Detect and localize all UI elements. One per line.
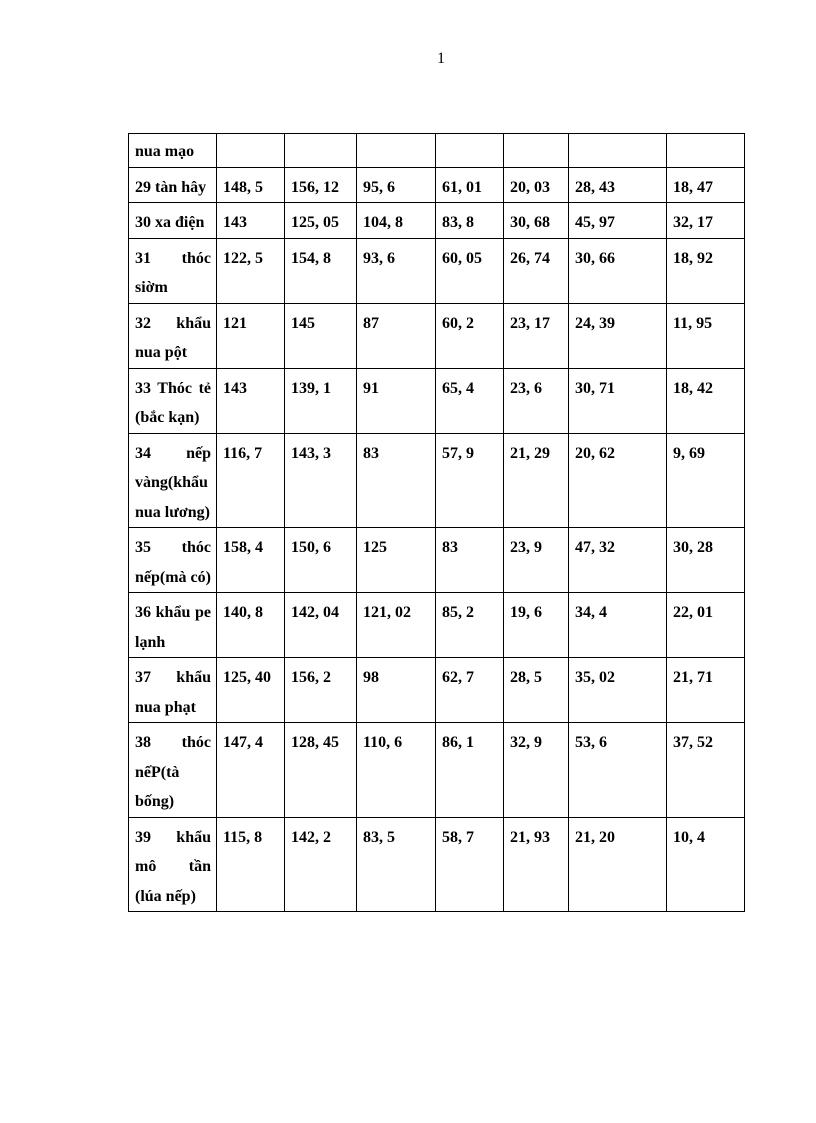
row-label-cell: 35 thóc nếp(mà có) bbox=[129, 528, 217, 593]
value-cell: 30, 71 bbox=[569, 368, 667, 433]
value-cell: 121 bbox=[217, 303, 285, 368]
value-cell: 65, 4 bbox=[436, 368, 504, 433]
row-label-cell: 37 khẩu nua phạt bbox=[129, 658, 217, 723]
table-row bbox=[129, 368, 745, 433]
value-cell: 142, 2 bbox=[285, 817, 357, 912]
value-cell: 23, 17 bbox=[504, 303, 569, 368]
value-cell: 125, 40 bbox=[217, 658, 285, 723]
value-cell: 11, 95 bbox=[667, 303, 745, 368]
value-cell: 21, 71 bbox=[667, 658, 745, 723]
value-cell: 22, 01 bbox=[667, 593, 745, 658]
value-cell: 115, 8 bbox=[217, 817, 285, 912]
value-cell: 53, 6 bbox=[569, 723, 667, 818]
value-cell: 150, 6 bbox=[285, 528, 357, 593]
value-cell: 83 bbox=[357, 433, 436, 528]
empty-cell bbox=[667, 134, 745, 168]
value-cell: 30, 28 bbox=[667, 528, 745, 593]
value-cell: 18, 92 bbox=[667, 238, 745, 303]
table-row bbox=[129, 433, 745, 528]
value-cell: 24, 39 bbox=[569, 303, 667, 368]
value-cell: 91 bbox=[357, 368, 436, 433]
table-row bbox=[129, 658, 745, 723]
value-cell: 83, 5 bbox=[357, 817, 436, 912]
value-cell: 28, 43 bbox=[569, 167, 667, 203]
value-cell: 140, 8 bbox=[217, 593, 285, 658]
value-cell: 30, 68 bbox=[504, 203, 569, 239]
table-row bbox=[129, 167, 745, 203]
value-cell: 83, 8 bbox=[436, 203, 504, 239]
value-cell: 21, 29 bbox=[504, 433, 569, 528]
value-cell: 9, 69 bbox=[667, 433, 745, 528]
value-cell: 30, 66 bbox=[569, 238, 667, 303]
value-cell: 60, 2 bbox=[436, 303, 504, 368]
value-cell: 122, 5 bbox=[217, 238, 285, 303]
value-cell: 128, 45 bbox=[285, 723, 357, 818]
row-label-cell: 32 khẩu nua pột bbox=[129, 303, 217, 368]
value-cell: 145 bbox=[285, 303, 357, 368]
value-cell: 32, 17 bbox=[667, 203, 745, 239]
value-cell: 125, 05 bbox=[285, 203, 357, 239]
value-cell: 121, 02 bbox=[357, 593, 436, 658]
value-cell: 61, 01 bbox=[436, 167, 504, 203]
value-cell: 93, 6 bbox=[357, 238, 436, 303]
value-cell: 83 bbox=[436, 528, 504, 593]
value-cell: 125 bbox=[357, 528, 436, 593]
table-row bbox=[129, 528, 745, 593]
row-label-cell: 36 khẩu pe lạnh bbox=[129, 593, 217, 658]
table-row bbox=[129, 203, 745, 239]
empty-cell bbox=[504, 134, 569, 168]
value-cell: 143 bbox=[217, 368, 285, 433]
value-cell: 139, 1 bbox=[285, 368, 357, 433]
table-row bbox=[129, 238, 745, 303]
empty-cell bbox=[436, 134, 504, 168]
row-label-cell: 31 thóc siờm bbox=[129, 238, 217, 303]
row-label-cell: 38 thóc nếP(tà bống) bbox=[129, 723, 217, 818]
table-row bbox=[129, 303, 745, 368]
row-label-cell: nua mạo bbox=[129, 134, 217, 168]
value-cell: 20, 62 bbox=[569, 433, 667, 528]
value-cell: 85, 2 bbox=[436, 593, 504, 658]
value-cell: 98 bbox=[357, 658, 436, 723]
empty-cell bbox=[285, 134, 357, 168]
row-label-cell: 30 xa điện bbox=[129, 203, 217, 239]
value-cell: 18, 47 bbox=[667, 167, 745, 203]
value-cell: 26, 74 bbox=[504, 238, 569, 303]
value-cell: 156, 2 bbox=[285, 658, 357, 723]
page-number: 1 bbox=[437, 50, 445, 67]
value-cell: 23, 9 bbox=[504, 528, 569, 593]
value-cell: 147, 4 bbox=[217, 723, 285, 818]
empty-cell bbox=[217, 134, 285, 168]
value-cell: 143 bbox=[217, 203, 285, 239]
table-row bbox=[129, 723, 745, 818]
value-cell: 148, 5 bbox=[217, 167, 285, 203]
value-cell: 87 bbox=[357, 303, 436, 368]
value-cell: 104, 8 bbox=[357, 203, 436, 239]
value-cell: 158, 4 bbox=[217, 528, 285, 593]
value-cell: 37, 52 bbox=[667, 723, 745, 818]
table-row bbox=[129, 593, 745, 658]
value-cell: 28, 5 bbox=[504, 658, 569, 723]
value-cell: 20, 03 bbox=[504, 167, 569, 203]
data-table bbox=[128, 133, 745, 912]
value-cell: 32, 9 bbox=[504, 723, 569, 818]
value-cell: 60, 05 bbox=[436, 238, 504, 303]
value-cell: 86, 1 bbox=[436, 723, 504, 818]
value-cell: 47, 32 bbox=[569, 528, 667, 593]
value-cell: 142, 04 bbox=[285, 593, 357, 658]
empty-cell bbox=[357, 134, 436, 168]
value-cell: 143, 3 bbox=[285, 433, 357, 528]
value-cell: 116, 7 bbox=[217, 433, 285, 528]
value-cell: 23, 6 bbox=[504, 368, 569, 433]
value-cell: 62, 7 bbox=[436, 658, 504, 723]
value-cell: 34, 4 bbox=[569, 593, 667, 658]
value-cell: 21, 93 bbox=[504, 817, 569, 912]
value-cell: 58, 7 bbox=[436, 817, 504, 912]
value-cell: 95, 6 bbox=[357, 167, 436, 203]
value-cell: 10, 4 bbox=[667, 817, 745, 912]
table-row bbox=[129, 817, 745, 912]
value-cell: 21, 20 bbox=[569, 817, 667, 912]
value-cell: 156, 12 bbox=[285, 167, 357, 203]
row-label-cell: 39 khẩu mô tần (lúa nếp) bbox=[129, 817, 217, 912]
row-label-cell: 29 tàn hây bbox=[129, 167, 217, 203]
table-row bbox=[129, 134, 745, 168]
value-cell: 154, 8 bbox=[285, 238, 357, 303]
row-label-cell: 34 nếp vàng(khẩu nua lương) bbox=[129, 433, 217, 528]
empty-cell bbox=[569, 134, 667, 168]
value-cell: 57, 9 bbox=[436, 433, 504, 528]
value-cell: 35, 02 bbox=[569, 658, 667, 723]
value-cell: 110, 6 bbox=[357, 723, 436, 818]
value-cell: 19, 6 bbox=[504, 593, 569, 658]
value-cell: 18, 42 bbox=[667, 368, 745, 433]
value-cell: 45, 97 bbox=[569, 203, 667, 239]
row-label-cell: 33 Thóc tẻ (bắc kạn) bbox=[129, 368, 217, 433]
